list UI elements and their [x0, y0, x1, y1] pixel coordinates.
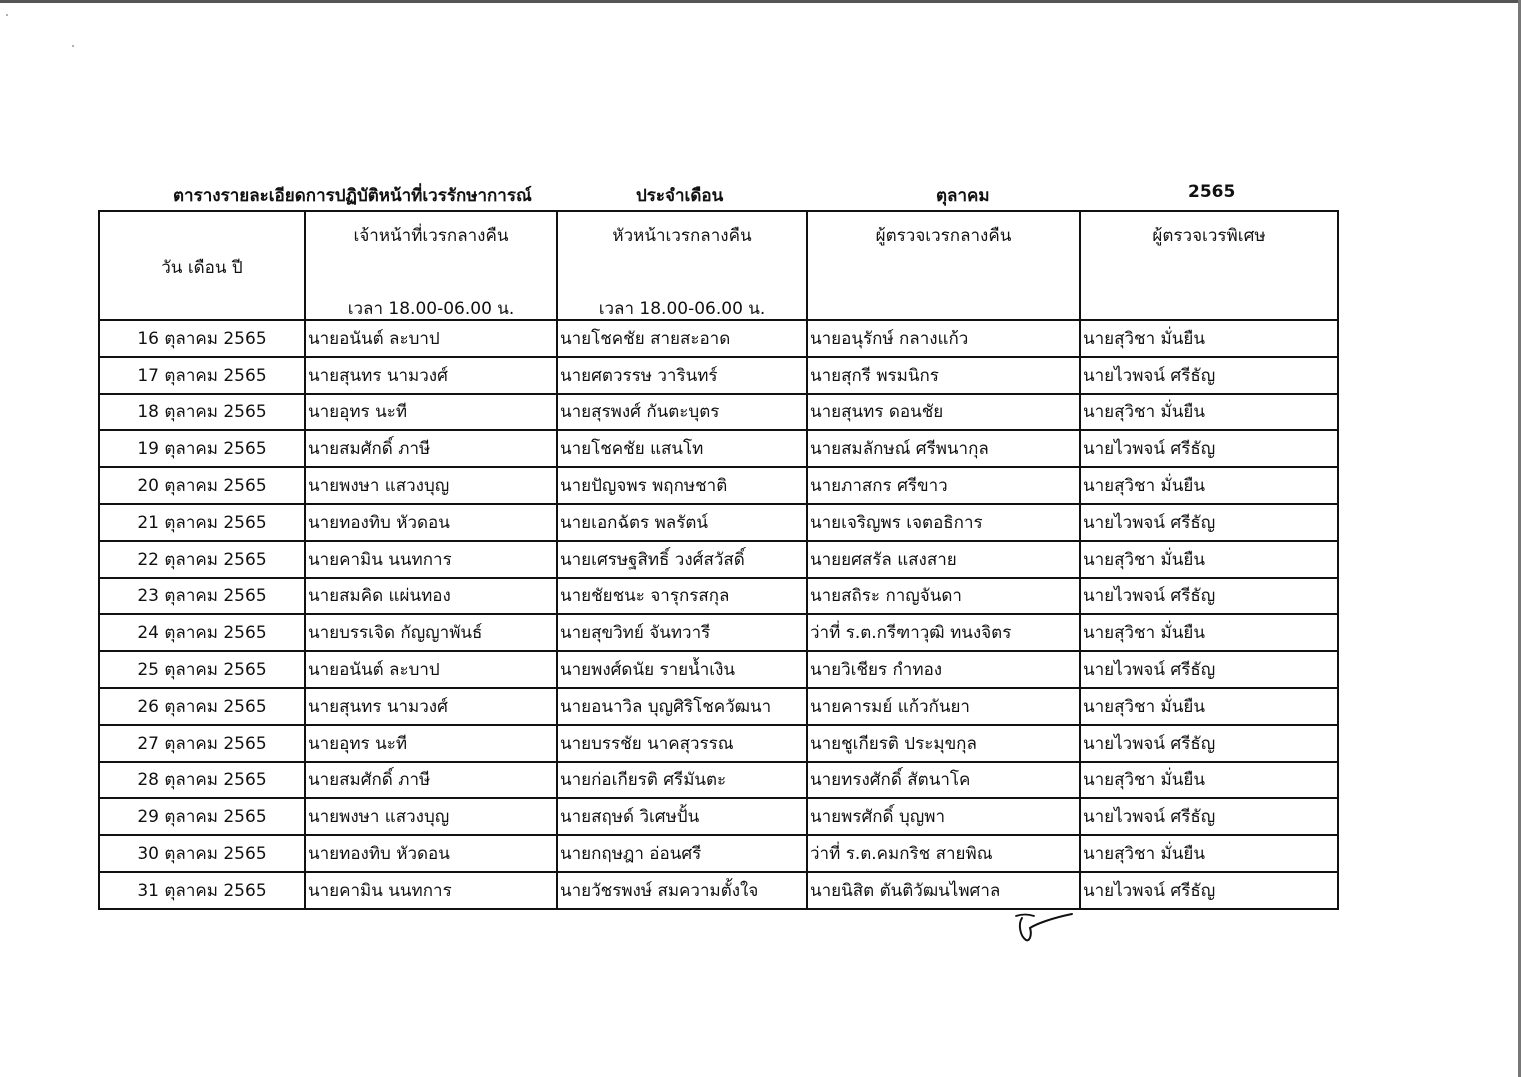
cell-date: 16 ตุลาคม 2565 — [99, 320, 305, 357]
document-title: ตารางรายละเอียดการปฏิบัติหน้าที่เวรรักษาการณ์ — [173, 186, 532, 206]
table-row — [99, 872, 1338, 909]
cell-special: นายไวพจน์ ศรีธัญ — [1080, 578, 1338, 615]
column-header-head — [557, 211, 807, 320]
cell-officer: นายอุทร นะที — [305, 725, 557, 762]
cell-inspector: นายสุนทร ดอนชัย — [807, 394, 1080, 431]
table-row — [99, 357, 1338, 394]
cell-special: นายสุวิชา มั่นยืน — [1080, 467, 1338, 504]
table-row — [99, 798, 1338, 835]
cell-head: นายสฤษด์ วิเศษปั้น — [557, 798, 807, 835]
cell-date: 30 ตุลาคม 2565 — [99, 835, 305, 872]
cell-officer: นายสมคิด แผ่นทอง — [305, 578, 557, 615]
cell-head: นายเอกฉัตร พลรัตน์ — [557, 504, 807, 541]
table-row — [99, 762, 1338, 799]
cell-inspector: นายเจริญพร เจตอธิการ — [807, 504, 1080, 541]
year-label: 2565 — [1188, 182, 1236, 202]
cell-head: นายกฤษฎา อ่อนศรี — [557, 835, 807, 872]
table-body — [99, 320, 1338, 909]
cell-head: นายเศรษฐสิทธิ์ วงศ์สวัสดิ์ — [557, 541, 807, 578]
scan-speck — [72, 45, 74, 47]
cell-inspector: ว่าที่ ร.ต.กรีฑาวุฒิ ทนงจิตร — [807, 614, 1080, 651]
table-row — [99, 320, 1338, 357]
table-header-row — [99, 211, 1338, 320]
cell-special: นายสุวิชา มั่นยืน — [1080, 394, 1338, 431]
cell-officer: นายสุนทร นามวงศ์ — [305, 688, 557, 725]
duty-schedule-table — [98, 210, 1339, 910]
column-header-officer — [305, 211, 557, 320]
cell-date: 29 ตุลาคม 2565 — [99, 798, 305, 835]
cell-inspector: นายคารมย์ แก้วกันยา — [807, 688, 1080, 725]
table-row — [99, 430, 1338, 467]
column-header-label: ผู้ตรวจเวรกลางคืน — [875, 226, 1012, 246]
column-header-label: หัวหน้าเวรกลางคืน — [612, 226, 752, 246]
cell-date: 22 ตุลาคม 2565 — [99, 541, 305, 578]
cell-date: 17 ตุลาคม 2565 — [99, 357, 305, 394]
handwritten-signature — [1012, 904, 1076, 944]
table-row — [99, 688, 1338, 725]
cell-inspector: นายอนุรักษ์ กลางแก้ว — [807, 320, 1080, 357]
cell-date: 25 ตุลาคม 2565 — [99, 651, 305, 688]
cell-head: นายก่อเกียรติ ศรีมันตะ — [557, 762, 807, 799]
cell-head: นายศตวรรษ วารินทร์ — [557, 357, 807, 394]
table-row — [99, 467, 1338, 504]
column-header-label: ผู้ตรวจเวรพิเศษ — [1152, 226, 1266, 246]
shift-time-label: เวลา 18.00-06.00 น. — [347, 299, 515, 319]
cell-inspector: นายภาสกร ศรีขาว — [807, 467, 1080, 504]
table-row — [99, 725, 1338, 762]
cell-date: 18 ตุลาคม 2565 — [99, 394, 305, 431]
cell-head: นายชัยชนะ จารุกรสกุล — [557, 578, 807, 615]
table-row — [99, 541, 1338, 578]
cell-head: นายบรรชัย นาคสุวรรณ — [557, 725, 807, 762]
cell-special: นายสุวิชา มั่นยืน — [1080, 835, 1338, 872]
column-header-date — [99, 211, 305, 320]
cell-officer: นายพงษา แสวงบุญ — [305, 798, 557, 835]
cell-inspector: นายสุกรี พรมนิกร — [807, 357, 1080, 394]
cell-officer: นายคามิน นนทการ — [305, 541, 557, 578]
cell-officer: นายอุทร นะที — [305, 394, 557, 431]
cell-officer: นายสมศักดิ์ ภาษี — [305, 430, 557, 467]
cell-date: 21 ตุลาคม 2565 — [99, 504, 305, 541]
table-row — [99, 504, 1338, 541]
cell-date: 26 ตุลาคม 2565 — [99, 688, 305, 725]
cell-special: นายสุวิชา มั่นยืน — [1080, 541, 1338, 578]
cell-officer: นายสุนทร นามวงศ์ — [305, 357, 557, 394]
table-row — [99, 394, 1338, 431]
cell-inspector: นายสมลักษณ์ ศรีพนากุล — [807, 430, 1080, 467]
cell-inspector: นายพรศักดิ์ บุญพา — [807, 798, 1080, 835]
cell-head: นายอนาวิล บุญศิริโชควัฒนา — [557, 688, 807, 725]
cell-head: นายปัญจพร พฤกษชาติ — [557, 467, 807, 504]
cell-special: นายสุวิชา มั่นยืน — [1080, 762, 1338, 799]
table-row — [99, 835, 1338, 872]
shift-time-label: เวลา 18.00-06.00 น. — [598, 299, 766, 319]
cell-inspector: นายทรงศักดิ์ สัตนาโค — [807, 762, 1080, 799]
cell-inspector: นายนิสิต ตันติวัฒนไพศาล — [807, 872, 1080, 909]
cell-head: นายโชคชัย แสนโท — [557, 430, 807, 467]
table-row — [99, 578, 1338, 615]
cell-inspector: นายสถิระ กาญจันดา — [807, 578, 1080, 615]
cell-officer: นายอนันต์ ละบาป — [305, 651, 557, 688]
cell-inspector: นายยศสรัล แสงสาย — [807, 541, 1080, 578]
month-label: ตุลาคม — [936, 186, 990, 206]
cell-inspector: นายชูเกียรติ ประมุขกุล — [807, 725, 1080, 762]
cell-special: นายสุวิชา มั่นยืน — [1080, 320, 1338, 357]
column-header-label: วัน เดือน ปี — [161, 258, 243, 278]
cell-officer: นายพงษา แสวงบุญ — [305, 467, 557, 504]
cell-officer: นายคามิน นนทการ — [305, 872, 557, 909]
cell-special: นายไวพจน์ ศรีธัญ — [1080, 357, 1338, 394]
cell-officer: นายทองทิบ หัวดอน — [305, 504, 557, 541]
cell-special: นายไวพจน์ ศรีธัญ — [1080, 725, 1338, 762]
cell-special: นายสุวิชา มั่นยืน — [1080, 614, 1338, 651]
cell-special: นายไวพจน์ ศรีธัญ — [1080, 798, 1338, 835]
cell-head: นายสุรพงศ์ กันตะบุตร — [557, 394, 807, 431]
column-header-special — [1080, 211, 1338, 320]
cell-head: นายสุขวิทย์ จันทวารี — [557, 614, 807, 651]
cell-officer: นายบรรเจิด กัญญาพันธ์ — [305, 614, 557, 651]
column-header-inspector — [807, 211, 1080, 320]
cell-date: 31 ตุลาคม 2565 — [99, 872, 305, 909]
cell-officer: นายอนันต์ ละบาป — [305, 320, 557, 357]
cell-officer: นายทองทิบ หัวดอน — [305, 835, 557, 872]
column-header-label: เจ้าหน้าที่เวรกลางคืน — [353, 226, 509, 246]
cell-date: 19 ตุลาคม 2565 — [99, 430, 305, 467]
cell-inspector: ว่าที่ ร.ต.คมกริช สายพิณ — [807, 835, 1080, 872]
cell-special: นายไวพจน์ ศรีธัญ — [1080, 430, 1338, 467]
cell-special: นายไวพจน์ ศรีธัญ — [1080, 872, 1338, 909]
cell-special: นายไวพจน์ ศรีธัญ — [1080, 504, 1338, 541]
period-label: ประจำเดือน — [636, 186, 724, 206]
cell-date: 20 ตุลาคม 2565 — [99, 467, 305, 504]
cell-date: 28 ตุลาคม 2565 — [99, 762, 305, 799]
cell-head: นายโชคชัย สายสะอาด — [557, 320, 807, 357]
cell-special: นายไวพจน์ ศรีธัญ — [1080, 651, 1338, 688]
scan-speck — [6, 14, 8, 16]
scan-edge-top — [0, 0, 1521, 3]
cell-date: 27 ตุลาคม 2565 — [99, 725, 305, 762]
table-row — [99, 614, 1338, 651]
cell-head: นายพงศ์ดนัย รายน้ำเงิน — [557, 651, 807, 688]
cell-officer: นายสมศักดิ์ ภาษี — [305, 762, 557, 799]
cell-inspector: นายวิเชียร กำทอง — [807, 651, 1080, 688]
cell-special: นายสุวิชา มั่นยืน — [1080, 688, 1338, 725]
cell-date: 23 ตุลาคม 2565 — [99, 578, 305, 615]
table-row — [99, 651, 1338, 688]
cell-head: นายวัชรพงษ์ สมความตั้งใจ — [557, 872, 807, 909]
document-header — [0, 182, 1521, 208]
cell-date: 24 ตุลาคม 2565 — [99, 614, 305, 651]
